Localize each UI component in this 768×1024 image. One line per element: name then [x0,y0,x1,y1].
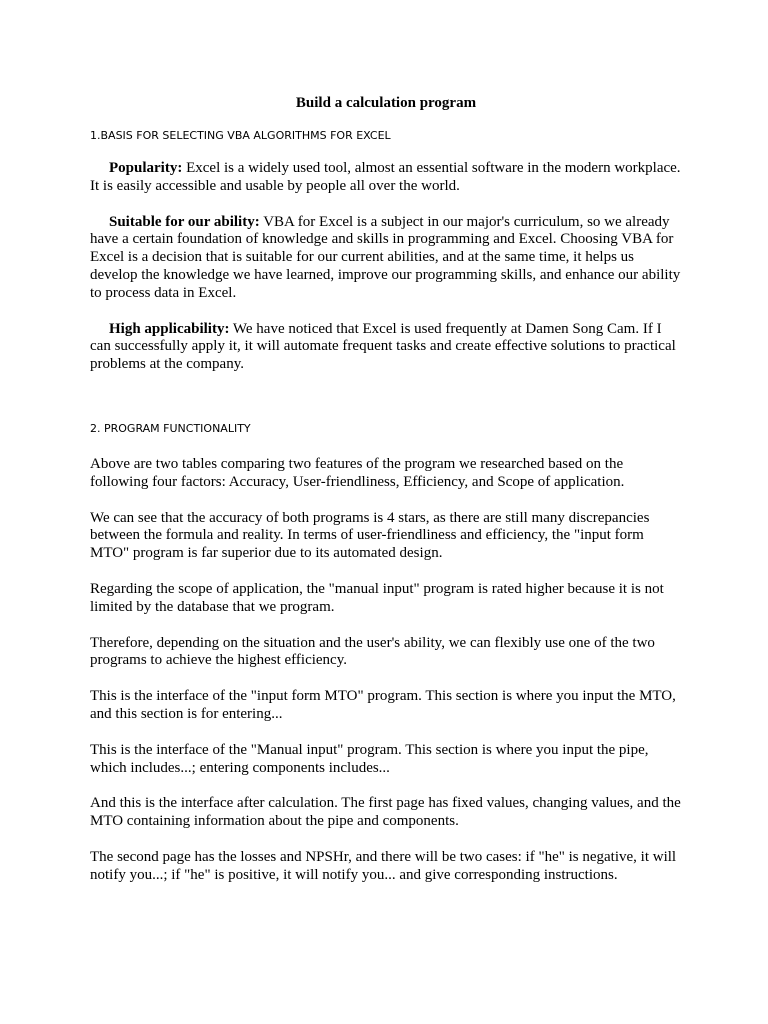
text-popularity: Excel is a widely used tool, almost an essential software in the modern workplace. It is easily accessible and usable by people all over the world. [90,160,681,194]
paragraph-high-applicability [90,321,682,374]
term-popularity: Popularity: [109,160,183,176]
term-suitable-ability: Suitable for our ability: [109,213,260,230]
paragraph-manual-input-interface: This is the interface of the "Manual input" program. This section is where you input the pipe, which includes...; entering components includes... [90,741,649,776]
document-body [90,94,682,885]
term-high-applicability: High applicability: [109,320,230,337]
document-title: Build a calculation program [295,95,477,111]
section-heading-functionality: 2. PROGRAM FUNCTIONALITY [90,421,251,435]
text-suitable-ability: VBA for Excel is a subject in our major's curriculum, so we already have a certain foundation of knowledge and skills in programming and Excel. Choosing VBA for Excel is a decision that is suitable for our current abilities, and at the same time, it helps us develop the knowledge we have learned, improve our programming skills, and enhance our ability to process data in Excel. [90,213,681,301]
section-heading-basis: 1.BASIS FOR SELECTING VBA ALGORITHMS FOR EXCEL [90,129,391,142]
text-high-applicability: We have noticed that Excel is used frequently at Damen Song Cam. If I can successfully apply it, it will automate frequent tasks and create effective solutions to practical problems at the company. [90,320,676,373]
paragraph-flexibility: Therefore, depending on the situation and the user's ability, we can flexibly use one of the two programs to achieve the highest efficiency. [90,634,655,669]
paragraph-suitable-ability [90,214,682,303]
paragraph-after-calculation: And this is the interface after calculation. The first page has fixed values, changing values, and the MTO containing information about the pipe and components. [90,795,681,830]
paragraph-input-form-interface: This is the interface of the "input form MTO" program. This section is where you input the MTO, and this section is for entering... [90,688,676,722]
paragraph-comparison: Above are two tables comparing two features of the program we researched based on the following four factors: Accuracy, User-friendliness, Efficiency, and Scope of application. [90,455,625,490]
paragraph-second-page: The second page has the losses and NPSHr, and there will be two cases: if "he" is negative, it will notify you...; if "he" is positive, it will notify you... and give corresponding instructions. [90,848,677,883]
paragraph-accuracy: We can see that the accuracy of both programs is 4 stars, as there are still many discrepancies between the formula and reality. In terms of user-friendliness and efficiency, the "input form MTO" program is far superior due to its automated design. [90,509,650,562]
paragraph-scope: Regarding the scope of application, the "manual input" program is rated higher because it is not limited by the database that we program. [90,580,664,615]
paragraph-popularity [90,160,682,196]
